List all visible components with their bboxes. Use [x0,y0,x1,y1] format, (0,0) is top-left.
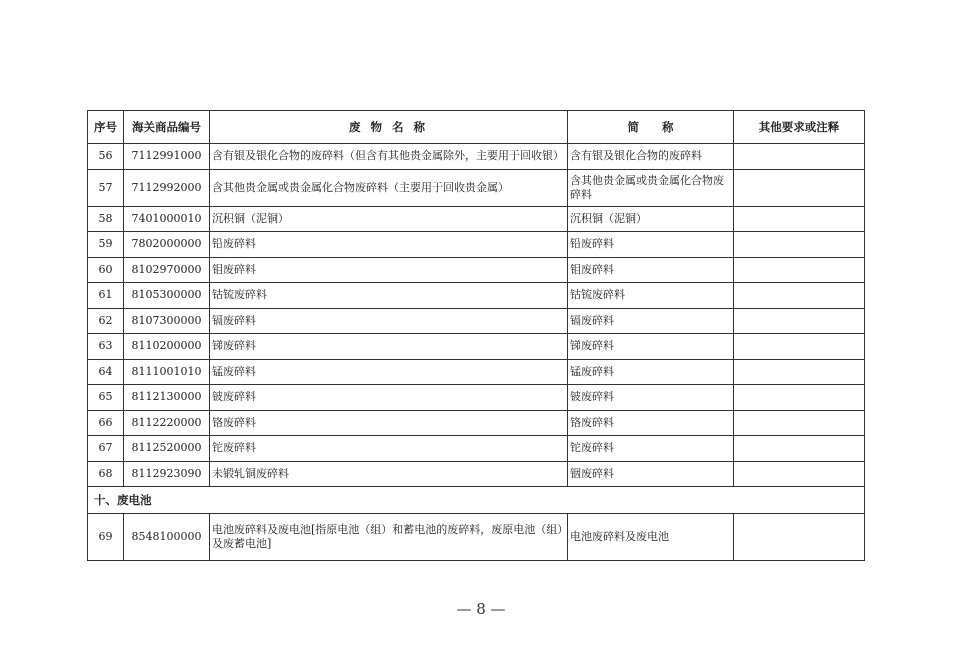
section-row [88,487,865,514]
cell-seq: 59 [88,232,124,258]
cell-notes [734,283,865,309]
cell-name: 锰废碎料 [210,359,568,385]
cell-name: 含有银及银化合物的废碎料（但含有其他贵金属除外，主要用于回收银） [210,144,568,170]
cell-short: 镉废碎料 [568,308,734,334]
cell-name: 铊废碎料 [210,436,568,462]
cell-seq: 62 [88,308,124,334]
cell-notes [734,385,865,411]
waste-table [87,110,865,561]
cell-name: 含其他贵金属或贵金属化合物废碎料（主要用于回收贵金属） [210,169,568,206]
cell-name: 钴锍废碎料 [210,283,568,309]
cell-notes [734,436,865,462]
cell-code: 8112520000 [124,436,210,462]
table-row [88,436,865,462]
cell-short: 铊废碎料 [568,436,734,462]
cell-notes [734,461,865,487]
cell-name: 钼废碎料 [210,257,568,283]
cell-notes [734,232,865,258]
cell-short: 锑废碎料 [568,334,734,360]
header-seq: 序号 [88,111,124,144]
table-row [88,514,865,561]
cell-code: 8112220000 [124,410,210,436]
cell-short: 电池废碎料及废电池 [568,514,734,561]
cell-name: 镉废碎料 [210,308,568,334]
cell-seq: 57 [88,169,124,206]
cell-name: 电池废碎料及废电池[指原电池（组）和蓄电池的废碎料，废原电池（组）及废蓄电池] [210,514,568,561]
cell-short: 沉积铜（泥铜） [568,206,734,232]
cell-name: 铅废碎料 [210,232,568,258]
cell-seq: 56 [88,144,124,170]
cell-notes [734,169,865,206]
table-row [88,334,865,360]
table-row [88,283,865,309]
cell-notes [734,206,865,232]
cell-code: 8112130000 [124,385,210,411]
table-row [88,461,865,487]
table-row [88,308,865,334]
table-row [88,385,865,411]
cell-short: 铅废碎料 [568,232,734,258]
cell-name: 锑废碎料 [210,334,568,360]
cell-code: 7802000000 [124,232,210,258]
cell-short: 铬废碎料 [568,410,734,436]
cell-seq: 61 [88,283,124,309]
header-name: 废 物 名 称 [210,111,568,144]
cell-short: 锰废碎料 [568,359,734,385]
cell-code: 8102970000 [124,257,210,283]
cell-code: 8105300000 [124,283,210,309]
table-row [88,144,865,170]
table-row [88,169,865,206]
cell-notes [734,514,865,561]
cell-seq: 68 [88,461,124,487]
cell-notes [734,410,865,436]
cell-seq: 60 [88,257,124,283]
cell-notes [734,359,865,385]
cell-seq: 69 [88,514,124,561]
cell-seq: 63 [88,334,124,360]
table-row [88,359,865,385]
table-row [88,410,865,436]
table-row [88,257,865,283]
cell-code: 8111001010 [124,359,210,385]
cell-code: 8548100000 [124,514,210,561]
header-row [88,111,865,144]
cell-seq: 58 [88,206,124,232]
cell-seq: 67 [88,436,124,462]
cell-code: 8107300000 [124,308,210,334]
cell-seq: 64 [88,359,124,385]
cell-code: 8110200000 [124,334,210,360]
cell-name: 铍废碎料 [210,385,568,411]
cell-seq: 65 [88,385,124,411]
cell-name: 铬废碎料 [210,410,568,436]
cell-short: 钴锍废碎料 [568,283,734,309]
cell-code: 7401000010 [124,206,210,232]
cell-notes [734,144,865,170]
cell-name: 沉积铜（泥铜） [210,206,568,232]
cell-seq: 66 [88,410,124,436]
cell-short: 含其他贵金属或贵金属化合物废碎料 [568,169,734,206]
cell-short: 铍废碎料 [568,385,734,411]
header-notes: 其他要求或注释 [734,111,865,144]
cell-short: 含有银及银化合物的废碎料 [568,144,734,170]
cell-notes [734,334,865,360]
header-code: 海关商品编号 [124,111,210,144]
cell-code: 7112992000 [124,169,210,206]
cell-code: 8112923090 [124,461,210,487]
cell-notes [734,257,865,283]
page-number: — 8 — [456,600,506,618]
cell-short: 铟废碎料 [568,461,734,487]
section-title: 十、废电池 [88,487,865,514]
header-short: 简 称 [568,111,734,144]
table-row [88,232,865,258]
cell-name: 未锻轧铜废碎料 [210,461,568,487]
table-row [88,206,865,232]
cell-short: 钼废碎料 [568,257,734,283]
cell-code: 7112991000 [124,144,210,170]
cell-notes [734,308,865,334]
